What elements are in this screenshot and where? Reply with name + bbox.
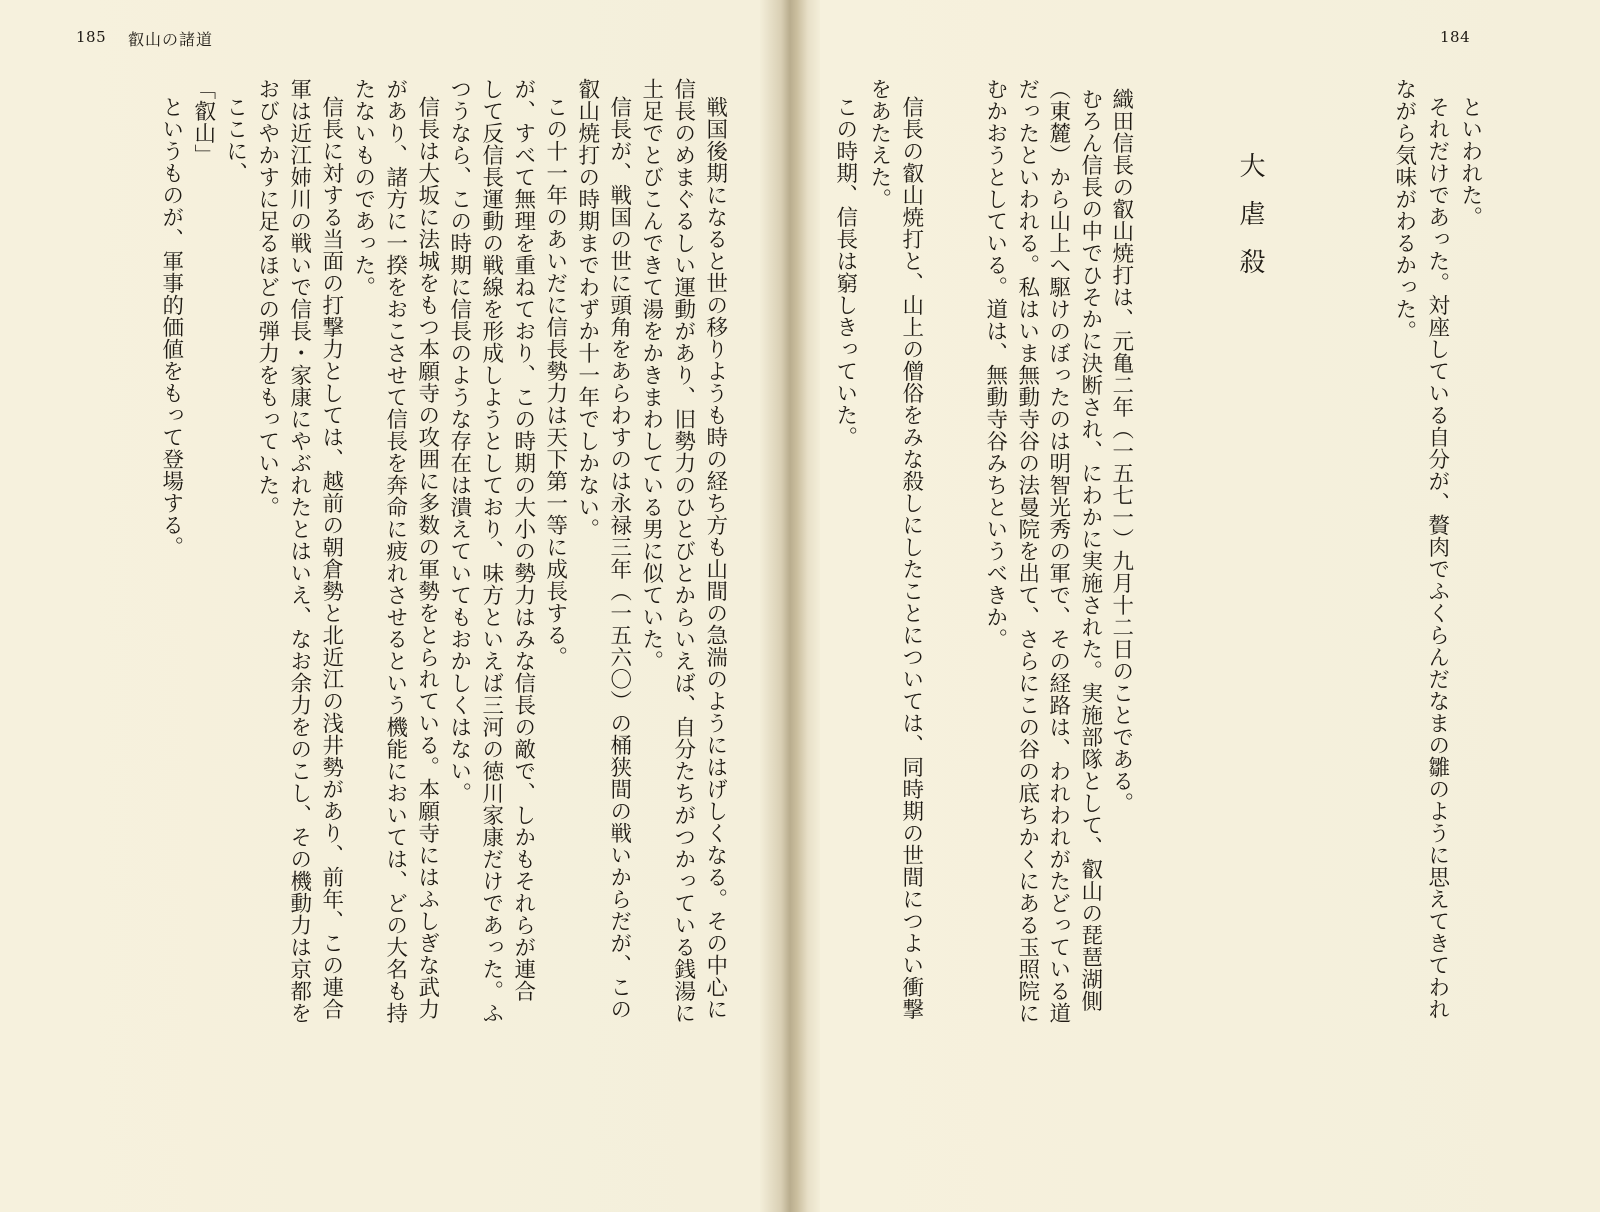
text-line: 「叡山」: [190, 78, 216, 166]
text-line: ここに、: [222, 96, 248, 184]
text-line: をあたえた。: [866, 78, 892, 210]
text-line: といわれた。: [1457, 96, 1483, 228]
text-line: 軍は近江姉川の戦いで信長・家康にやぶれたとはいえ、なお余力をのこし、その機動力は京都を: [286, 78, 312, 1024]
right-page-number: 184: [1440, 28, 1471, 46]
text-line: 信長が、戦国の世に頭角をあらわすのは永禄三年（一五六〇）の桶狭間の戦いからだが、この: [606, 96, 632, 1020]
text-line: それだけであった。対座している自分が、贅肉でふくらんだなまの雛のように思えてきてわれ: [1424, 96, 1450, 1020]
text-line: というものが、軍事的価値をもって登場する。: [158, 96, 184, 558]
text-line: 信長の叡山焼打と、山上の僧俗をみな殺しにしたことについては、同時期の世間につよい衝撃: [898, 96, 924, 1020]
text-line: だったといわれる。私はいま無動寺谷の法曼院を出て、さらにこの谷の底ちかくにある玉照院に: [1014, 78, 1040, 1024]
text-line: 戦国後期になると世の移りようも時の経ち方も山間の急湍のようにはげしくなる。その中心に: [702, 96, 728, 1020]
text-line: この十一年のあいだに信長勢力は天下第一等に成長する。: [542, 96, 568, 668]
text-line: つうなら、この時期に信長のような存在は潰えていてもおかしくはない。: [446, 78, 472, 804]
text-line: たないものであった。: [350, 78, 376, 298]
text-line: 信長のめまぐるしい運動があり、旧勢力のひとびとからいえば、自分たちがつかっている銭湯に: [670, 78, 696, 1024]
text-line: が、すべて無理を重ねており、この時期の大小の勢力はみな信長の敵で、しかもそれらが連合: [510, 78, 536, 1002]
text-line: 信長は大坂に法城をもつ本願寺の攻囲に多数の軍勢をとられている。本願寺にはふしぎな武力: [414, 96, 440, 1020]
section-heading: 大虐殺: [1235, 152, 1265, 296]
text-line: 信長に対する当面の打撃力としては、越前の朝倉勢と北近江の浅井勢があり、前年、この連合: [318, 96, 344, 1020]
text-line: むろん信長の中でひそかに決断され、にわかに実施された。実施部隊として、叡山の琵琶湖側: [1077, 88, 1103, 1012]
running-title: 叡山の諸道: [128, 30, 214, 49]
text-line: して反信長運動の戦線を形成しようとしており、味方といえば三河の徳川家康だけであった。ふ: [478, 78, 504, 1024]
text-line: むかおうとしている。道は、無動寺谷みちというべきか。: [982, 78, 1008, 650]
text-line: があり、諸方に一揆をおこさせて信長を奔命に疲れさせるという機能においては、どの大名も持: [382, 78, 408, 1024]
book-gutter: [760, 0, 820, 1212]
text-line: おびやかすに足るほどの弾力をもっていた。: [254, 78, 280, 518]
text-line: 土足でとびこんできて湯をかきまわしている男に似ていた。: [638, 78, 664, 672]
text-line: （東麓）から山上へ駆けのぼったのは明智光秀の軍で、その経路は、われわれがたどっている道: [1045, 78, 1071, 1024]
text-line: 織田信長の叡山焼打は、元亀二年（一五七一）九月十二日のことである。: [1108, 88, 1134, 814]
text-line: この時期、信長は窮しきっていた。: [832, 96, 858, 448]
text-line: ながら気味がわるかった。: [1391, 78, 1417, 342]
left-page-number: 185: [76, 28, 107, 46]
text-line: 叡山焼打の時期までわずか十一年でしかない。: [574, 78, 600, 540]
